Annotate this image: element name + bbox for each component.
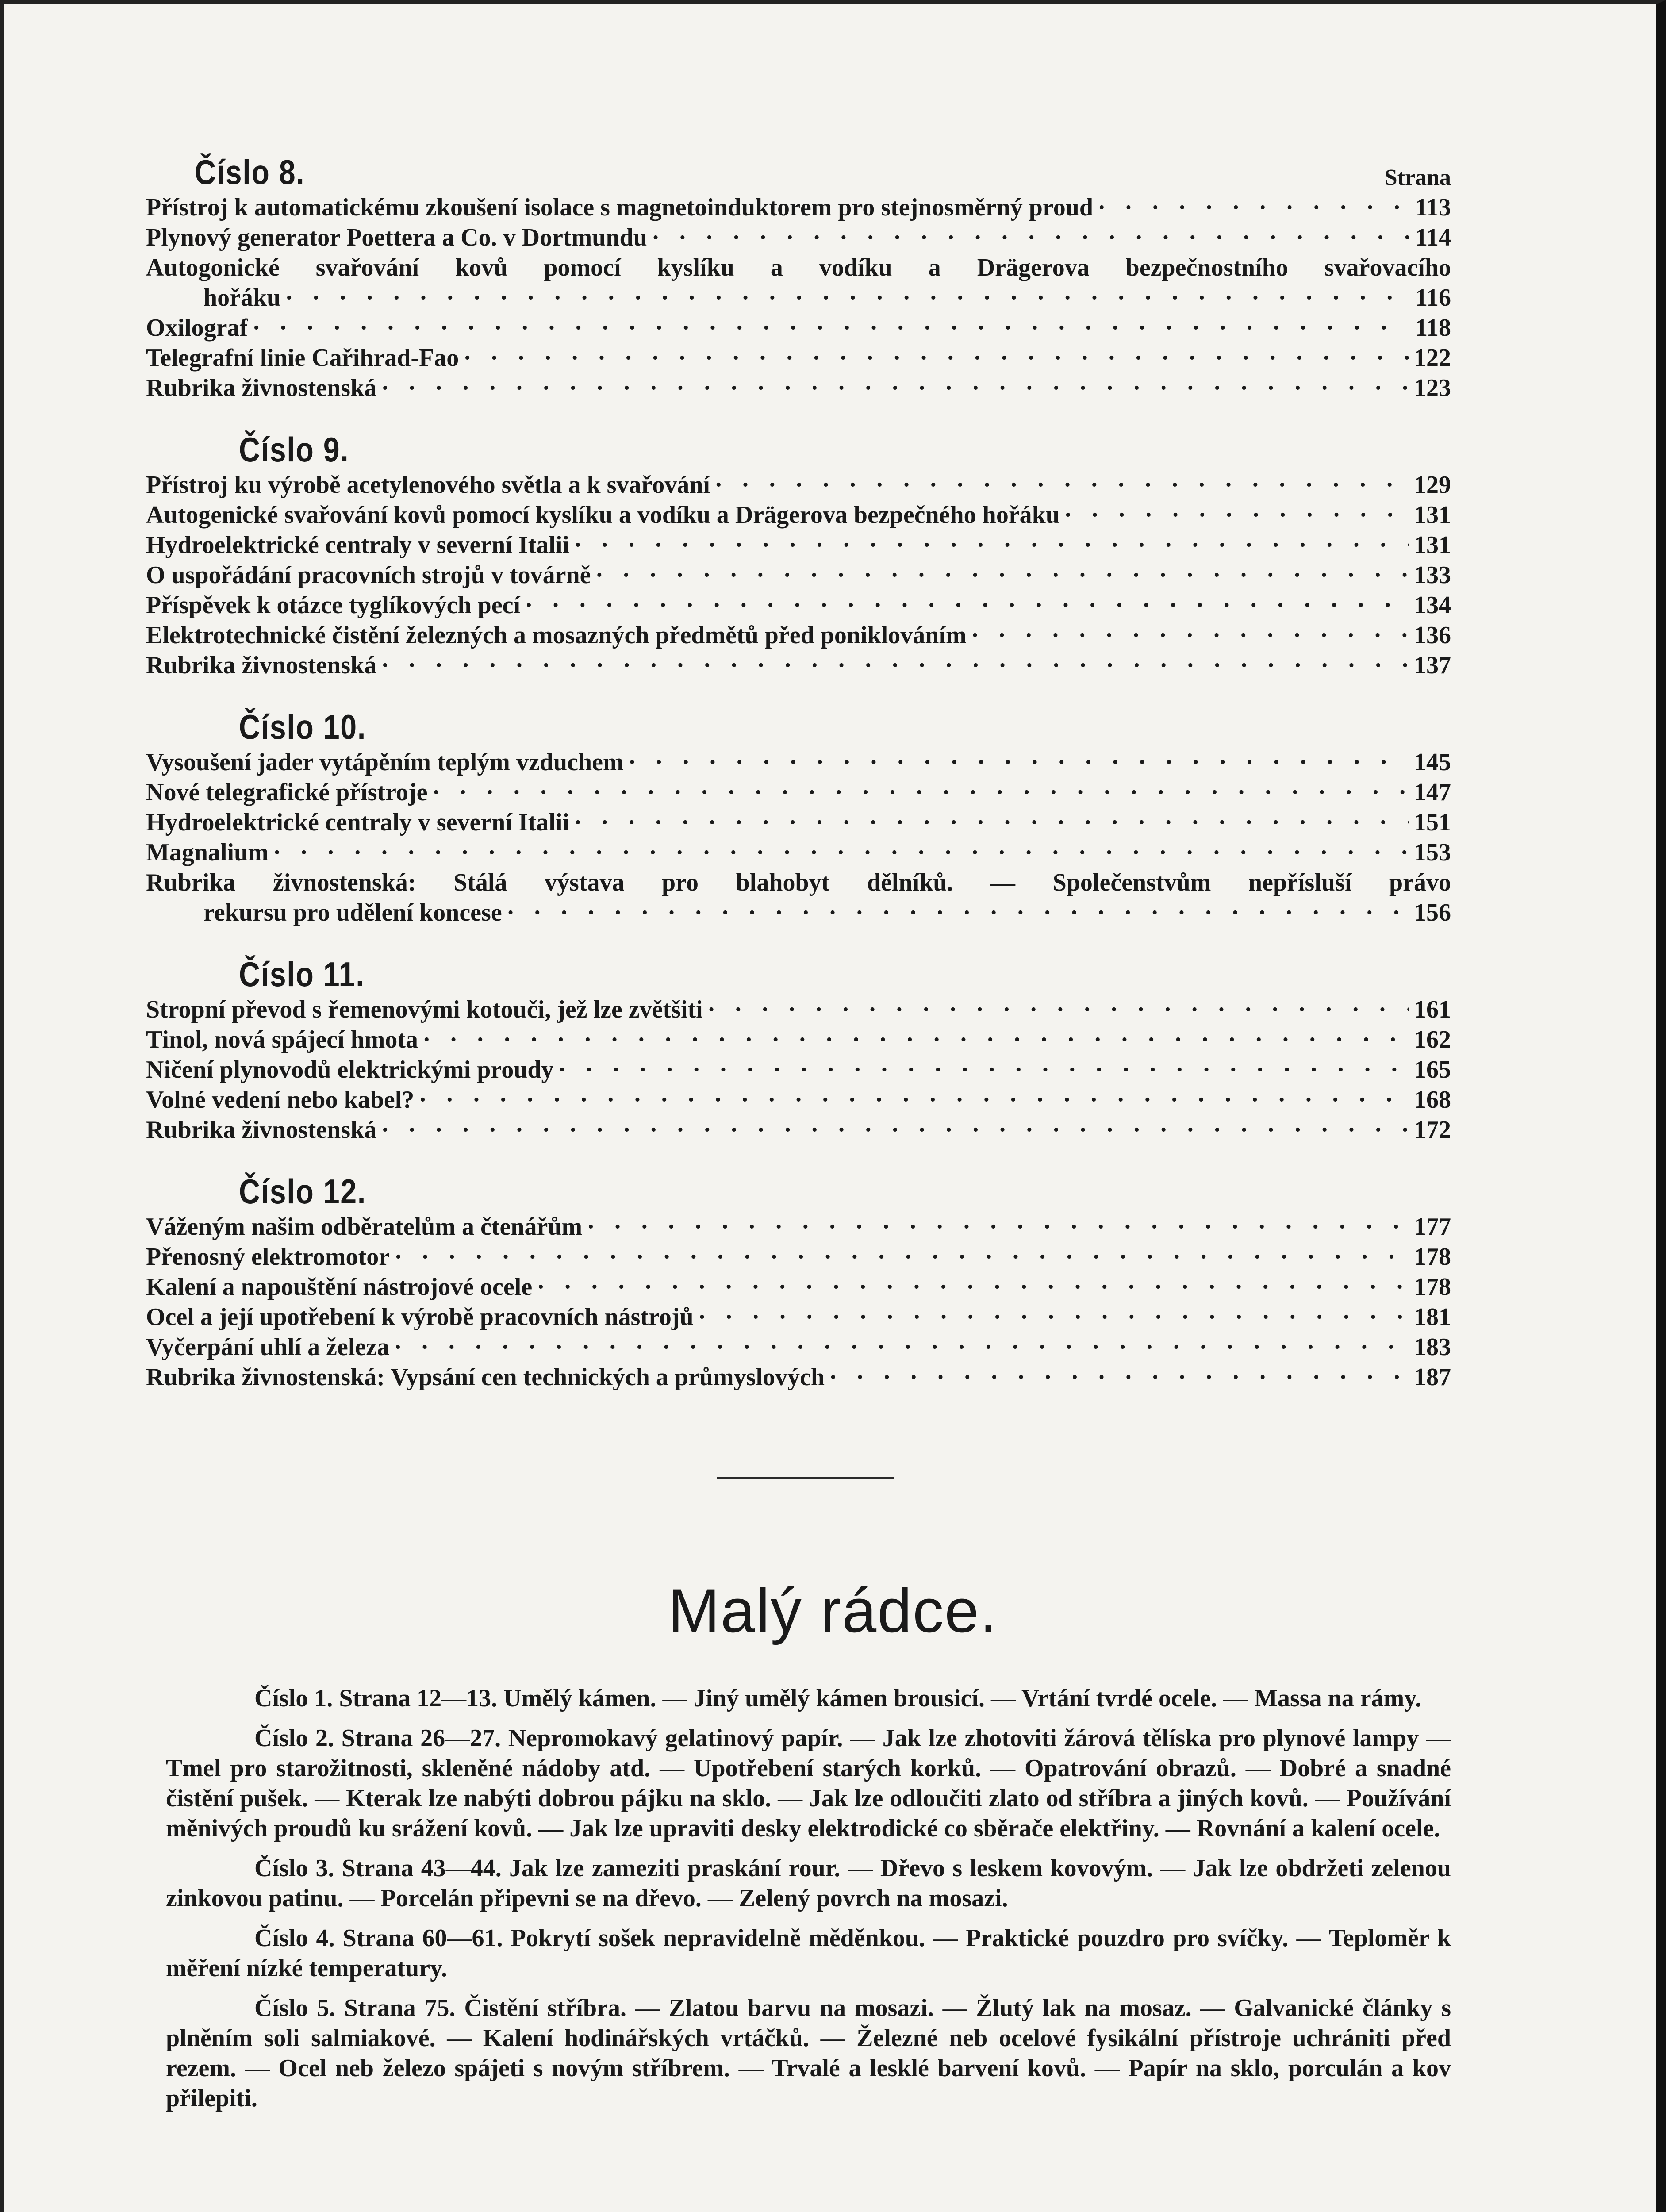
leader-dots: [422, 1025, 1409, 1055]
toc-entry: [146, 837, 1451, 868]
entry-page: 156: [1414, 899, 1451, 926]
section-header: [146, 948, 1451, 995]
toc-entry: [146, 253, 1451, 313]
entry-title: Nové telegrafické přístroje: [146, 779, 428, 806]
leader-dots: [698, 1302, 1409, 1332]
entry-title: Příspěvek k otázce tyglíkových pecí: [146, 591, 521, 619]
advice-paragraph: Číslo 1. Strana 12—13. Umělý kámen. — Jiný umělý kámen brousicí. — Vrtání tvrdé ocele. — Massa na rámy.: [254, 1685, 1422, 1712]
leader-dots: [394, 1242, 1409, 1272]
entry-page: 123: [1414, 374, 1451, 402]
leader-dots: [829, 1362, 1409, 1392]
entry-page: 183: [1414, 1333, 1451, 1361]
entry-page: 113: [1415, 194, 1451, 221]
leader-dots: [252, 313, 1409, 343]
toc-entry: [146, 223, 1451, 253]
entry-page: 168: [1414, 1086, 1451, 1114]
entry-title: Přenosný elektromotor: [146, 1243, 390, 1271]
entry-title: Hydroelektrické centraly v severní Italii: [146, 809, 569, 836]
section-divider: [717, 1477, 894, 1479]
section-cislo-11: [146, 948, 1451, 1145]
toc-entry: [146, 590, 1451, 620]
entry-title: Váženým našim odběratelům a čtenářům: [146, 1213, 583, 1240]
toc-entry: [146, 1362, 1451, 1392]
entry-title: Rubrika živnostenská: Vypsání cen technických a průmyslových: [146, 1363, 825, 1391]
entry-title: Ocel a její upotřebení k výrobě pracovních nástrojů: [146, 1303, 694, 1331]
entry-page: 162: [1414, 1026, 1451, 1053]
entry-page: 151: [1414, 809, 1451, 836]
toc-entry: [146, 620, 1451, 650]
entry-page: 131: [1414, 501, 1451, 529]
entry-title: Kalení a napouštění nástrojové ocele: [146, 1273, 533, 1301]
entry-title: Plynový generator Poettera a Co. v Dortmundu: [146, 224, 647, 251]
toc-entry: [146, 1332, 1451, 1362]
entry-page: 136: [1414, 622, 1451, 649]
toc-entry: [146, 1085, 1451, 1115]
section-title: Číslo 9.: [239, 430, 349, 469]
toc-entry: [146, 500, 1451, 530]
toc-entry: [146, 530, 1451, 560]
entry-page: 172: [1414, 1116, 1451, 1144]
section-title: Číslo 12.: [239, 1172, 366, 1211]
leader-dots: [971, 620, 1409, 650]
entry-page: 147: [1414, 779, 1451, 806]
entry-page: 153: [1414, 839, 1451, 866]
toc-entry: [146, 560, 1451, 590]
section-header: [146, 423, 1451, 470]
leader-dots: [574, 530, 1409, 560]
toc-entry: [146, 1025, 1451, 1055]
section-title: Číslo 10.: [239, 707, 366, 746]
leader-dots: [714, 470, 1409, 500]
entry-page: 118: [1415, 314, 1451, 342]
toc-entry: [146, 1115, 1451, 1145]
leader-dots: [558, 1055, 1409, 1085]
entry-page: 134: [1414, 591, 1451, 619]
leader-dots: [1064, 500, 1409, 530]
entry-title: Rubrika živnostenská: Stálá výstava pro blahobyt dělníků. — Společenstvům nepřísluší právo: [146, 869, 1451, 896]
toc-entry: [146, 777, 1451, 807]
entry-title: Hydroelektrické centraly v severní Italii: [146, 531, 569, 559]
leader-dots: [432, 777, 1409, 807]
section-cislo-9: [146, 423, 1451, 680]
leader-dots: [1098, 192, 1409, 223]
toc-entry: [146, 373, 1451, 403]
toc-entry: [146, 470, 1451, 500]
section-title: Číslo 8.: [195, 153, 305, 192]
leader-dots: [507, 898, 1409, 928]
entry-title: Volné vedení nebo kabel?: [146, 1086, 415, 1114]
entry-page: 122: [1414, 344, 1451, 372]
entry-title: Autogenické svařování kovů pomocí kyslíku a vodíku a Drägerova bezpečného hořáku: [146, 501, 1059, 529]
toc-entry: [146, 1272, 1451, 1302]
toc-entry: [146, 747, 1451, 777]
entry-page: 133: [1414, 561, 1451, 589]
entry-title: Stropní převod s řemenovými kotouči, jež lze zvětšiti: [146, 996, 703, 1023]
entry-title: Tinol, nová spájecí hmota: [146, 1026, 418, 1053]
entry-page: 181: [1414, 1303, 1451, 1331]
advice-paragraph: Číslo 5. Strana 75. Čistění stříbra. — Zlatou barvu na mosazi. — Žlutý lak na mosaz. — Galvanické články s plněním soli salmiakové. — Kalení hodinářských vrtáčků. — Železné neb ocelové fysikální přístroje uchrániti před rezem. — Ocel neb železo spájeti s novým stříbrem. — Trvalé a lesklé barvení kovů. — Papír na sklo, porculán a kov přilepiti.: [166, 1994, 1451, 2112]
leader-dots: [595, 560, 1409, 590]
entry-page: 161: [1414, 996, 1451, 1023]
entry-title: Přístroj k automatickému zkoušení isolace s magnetoinduktorem pro stejnosměrný proud: [146, 194, 1093, 221]
entry-title: Ničení plynovodů elektrickými proudy: [146, 1056, 554, 1083]
entry-page: 114: [1415, 224, 1451, 251]
leader-dots: [587, 1212, 1409, 1242]
leader-dots: [381, 373, 1409, 403]
entry-page: 187: [1414, 1363, 1451, 1391]
entry-title: Oxilograf: [146, 314, 248, 342]
entry-page: 131: [1414, 531, 1451, 559]
table-of-contents: [146, 146, 1451, 1413]
leader-dots: [652, 223, 1409, 253]
leader-dots: [273, 837, 1409, 868]
advice-paragraph: Číslo 4. Strana 60—61. Pokrytí sošek nepravidelně měděnkou. — Praktické pouzdro pro svíčky. — Teploměr k měření nízké temperatury.: [166, 1924, 1451, 1982]
leader-dots: [381, 650, 1409, 680]
section-cislo-12: [146, 1165, 1451, 1392]
leader-dots: [628, 747, 1409, 777]
toc-entry: [146, 995, 1451, 1025]
section-header: [146, 1165, 1451, 1212]
entry-title: Rubrika živnostenská: [146, 1116, 377, 1144]
toc-entry: [146, 807, 1451, 837]
leader-dots: [394, 1332, 1409, 1362]
toc-entry: [146, 1055, 1451, 1085]
leader-dots: [418, 1085, 1409, 1115]
strana-label: Strana: [1384, 165, 1451, 190]
entry-page: 116: [1415, 284, 1451, 311]
toc-entry: [146, 1212, 1451, 1242]
entry-title: Autogonické svařování kovů pomocí kyslíku a vodíku a Drägerova bezpečnostního svařovacího: [146, 254, 1451, 281]
section-cislo-8: [146, 146, 1451, 403]
toc-entry: [146, 1242, 1451, 1272]
leader-dots: [381, 1115, 1409, 1145]
entry-page: 178: [1414, 1243, 1451, 1271]
entry-title: Vyčerpání uhlí a železa: [146, 1333, 390, 1361]
leader-dots: [537, 1272, 1409, 1302]
entry-page: 145: [1414, 749, 1451, 776]
advice-list: [166, 1683, 1451, 2123]
entry-title: Elektrotechnické čistění železných a mosazných předmětů před poniklováním: [146, 622, 967, 649]
leader-dots: [525, 590, 1409, 620]
section-header: [146, 701, 1451, 747]
toc-entry: [146, 192, 1451, 223]
entry-title-continued: hořáku: [203, 284, 281, 311]
entry-title: Přístroj ku výrobě acetylenového světla a k svařování: [146, 471, 710, 499]
toc-entry: [146, 650, 1451, 680]
entry-title: Magnalium: [146, 839, 269, 866]
leader-dots: [707, 995, 1409, 1025]
leader-dots: [574, 807, 1409, 837]
section-header: [146, 146, 1451, 192]
entry-title: Vysoušení jader vytápěním teplým vzduchem: [146, 749, 624, 776]
toc-entry: [146, 868, 1451, 928]
entry-title: O uspořádání pracovních strojů v továrně: [146, 561, 591, 589]
entry-page: 137: [1414, 652, 1451, 679]
advice-title: Malý rádce.: [668, 1576, 998, 1645]
leader-dots: [463, 343, 1409, 373]
entry-title-continued: rekursu pro udělení koncese: [203, 899, 502, 926]
entry-page: 165: [1414, 1056, 1451, 1083]
toc-entry: [146, 343, 1451, 373]
leader-dots: [285, 283, 1409, 313]
entry-title: Rubrika živnostenská: [146, 374, 377, 402]
advice-paragraph: Číslo 2. Strana 26—27. Nepromokavý gelatinový papír. — Jak lze zhotoviti žárová tělíska pro plynové lampy — Tmel pro starožitnosti, skleněné nádoby atd. — Upotřebení starých korků. — Opatrování obrazů. — Dobré a snadné čistění pušek. — Kterak lze nabýti dobrou pájku na sklo. — Jak lze odloučiti zlato od stříbra a jiných kovů. — Používání měnivých proudů ku srážení kovů. — Jak lze upraviti desky elektrodické co sběrače elektřiny. — Rovnání a kalení ocele.: [166, 1724, 1451, 1842]
section-cislo-10: [146, 701, 1451, 928]
entry-title: Telegrafní linie Cařihrad-Fao: [146, 344, 459, 372]
entry-page: 177: [1414, 1213, 1451, 1240]
entry-page: 178: [1414, 1273, 1451, 1301]
toc-entry: [146, 313, 1451, 343]
entry-page: 129: [1414, 471, 1451, 499]
section-title: Číslo 11.: [239, 955, 365, 994]
toc-entry: [146, 1302, 1451, 1332]
advice-paragraph: Číslo 3. Strana 43—44. Jak lze zameziti praskání rour. — Dřevo s leskem kovovým. — Jak lze obdržeti zelenou zinkovou patinu. — Porcelán připevni se na dřevo. — Zelený povrch na mosazi.: [166, 1855, 1451, 1912]
entry-title: Rubrika živnostenská: [146, 652, 377, 679]
